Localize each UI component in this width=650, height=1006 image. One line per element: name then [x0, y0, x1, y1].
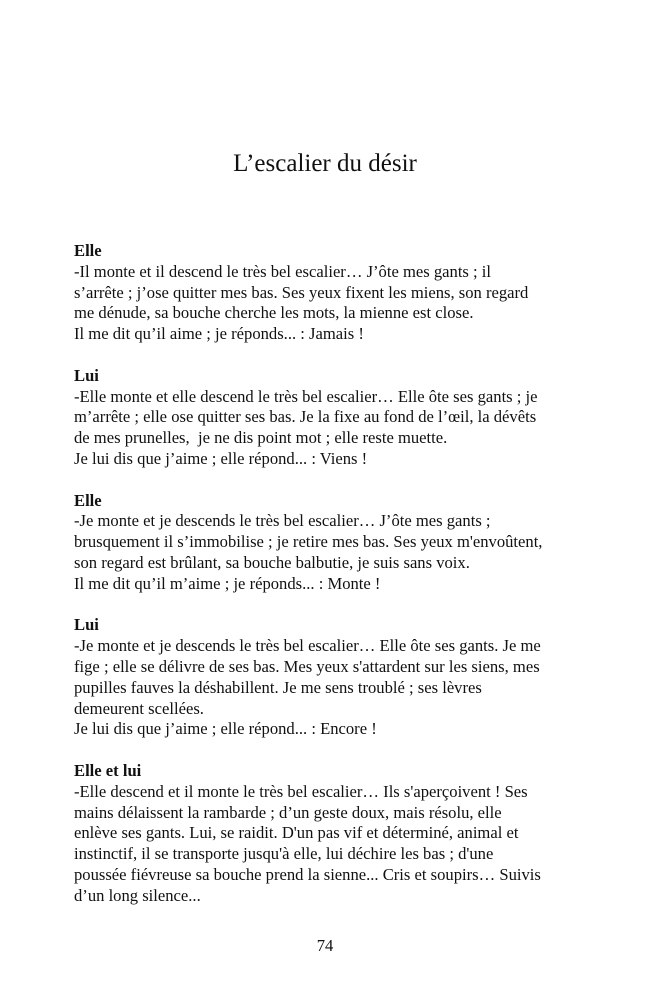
paragraph: [74, 636, 584, 740]
speaker-label: Elle: [74, 490, 102, 510]
page-title: L’escalier du désir: [233, 150, 417, 177]
text-line: -Il monte et il descend le très bel escalier… J’ôte mes gants ; il: [74, 261, 492, 281]
text-line: fige ; elle se délivre de ses bas. Mes yeux s'attardent sur les siens, mes: [74, 656, 540, 676]
section-lui-2: [74, 615, 584, 740]
text-line: enlève ses gants. Lui, se raidit. D'un pas vif et déterminé, animal et: [74, 823, 519, 843]
text-line: brusquement il s’immobilise ; je retire mes bas. Ses yeux m'envoûtent,: [74, 532, 543, 552]
speaker-label: Lui: [74, 365, 99, 385]
poem-body: [74, 241, 584, 927]
speaker-label: Elle: [74, 241, 102, 260]
text-line: poussée fiévreuse sa bouche prend la sienne... Cris et soupirs… Suivis: [74, 864, 541, 884]
section-elle-2: [74, 491, 584, 595]
text-line: de mes prunelles, je ne dis point mot ; elle reste muette.: [74, 428, 448, 448]
text-line: m’arrête ; elle ose quitter ses bas. Je la fixe au fond de l’œil, la dévêts: [74, 407, 537, 427]
page-number: 74: [316, 936, 334, 955]
text-line: Je lui dis que j’aime ; elle répond... : Viens !: [74, 448, 368, 468]
paragraph: [74, 262, 584, 345]
text-line: Il me dit qu’il aime ; je réponds... : Jamais !: [74, 324, 364, 344]
section-elle-1: [74, 241, 584, 345]
paragraph: [74, 387, 584, 470]
text-line: -Elle descend et il monte le très bel escalier… Ils s'aperçoivent ! Ses: [74, 781, 528, 801]
section-elle-et-lui: [74, 761, 584, 907]
text-line: -Elle monte et elle descend le très bel escalier… Elle ôte ses gants ; je: [74, 386, 538, 406]
text-line: mains délaissent la rambarde ; d’un geste doux, mais résolu, elle: [74, 802, 502, 822]
text-line: son regard est brûlant, sa bouche balbutie, je suis sans voix.: [74, 552, 470, 572]
text-line: -Je monte et je descends le très bel escalier… J’ôte mes gants ;: [74, 511, 491, 531]
speaker-label: Elle et lui: [74, 760, 142, 780]
text-line: Il me dit qu’il m’aime ; je réponds... : Monte !: [74, 573, 381, 593]
section-lui-1: [74, 366, 584, 470]
paragraph: [74, 511, 584, 594]
text-line: instinctif, il se transporte jusqu'à elle, lui déchire les bas ; d'une: [74, 844, 494, 864]
text-line: me dénude, sa bouche cherche les mots, la mienne est close.: [74, 303, 474, 323]
speaker-label: Lui: [74, 615, 99, 635]
text-line: s’arrête ; j’ose quitter mes bas. Ses yeux fixent les miens, son regard: [74, 282, 529, 302]
text-line: Je lui dis que j’aime ; elle répond... : Encore !: [74, 719, 377, 739]
text-line: -Je monte et je descends le très bel escalier… Elle ôte ses gants. Je me: [74, 636, 541, 656]
paragraph: [74, 782, 584, 907]
text-line: pupilles fauves la déshabillent. Je me sens troublé ; ses lèvres: [74, 677, 482, 697]
text-line: demeurent scellées.: [74, 698, 204, 718]
text-line: d’un long silence...: [74, 885, 201, 905]
